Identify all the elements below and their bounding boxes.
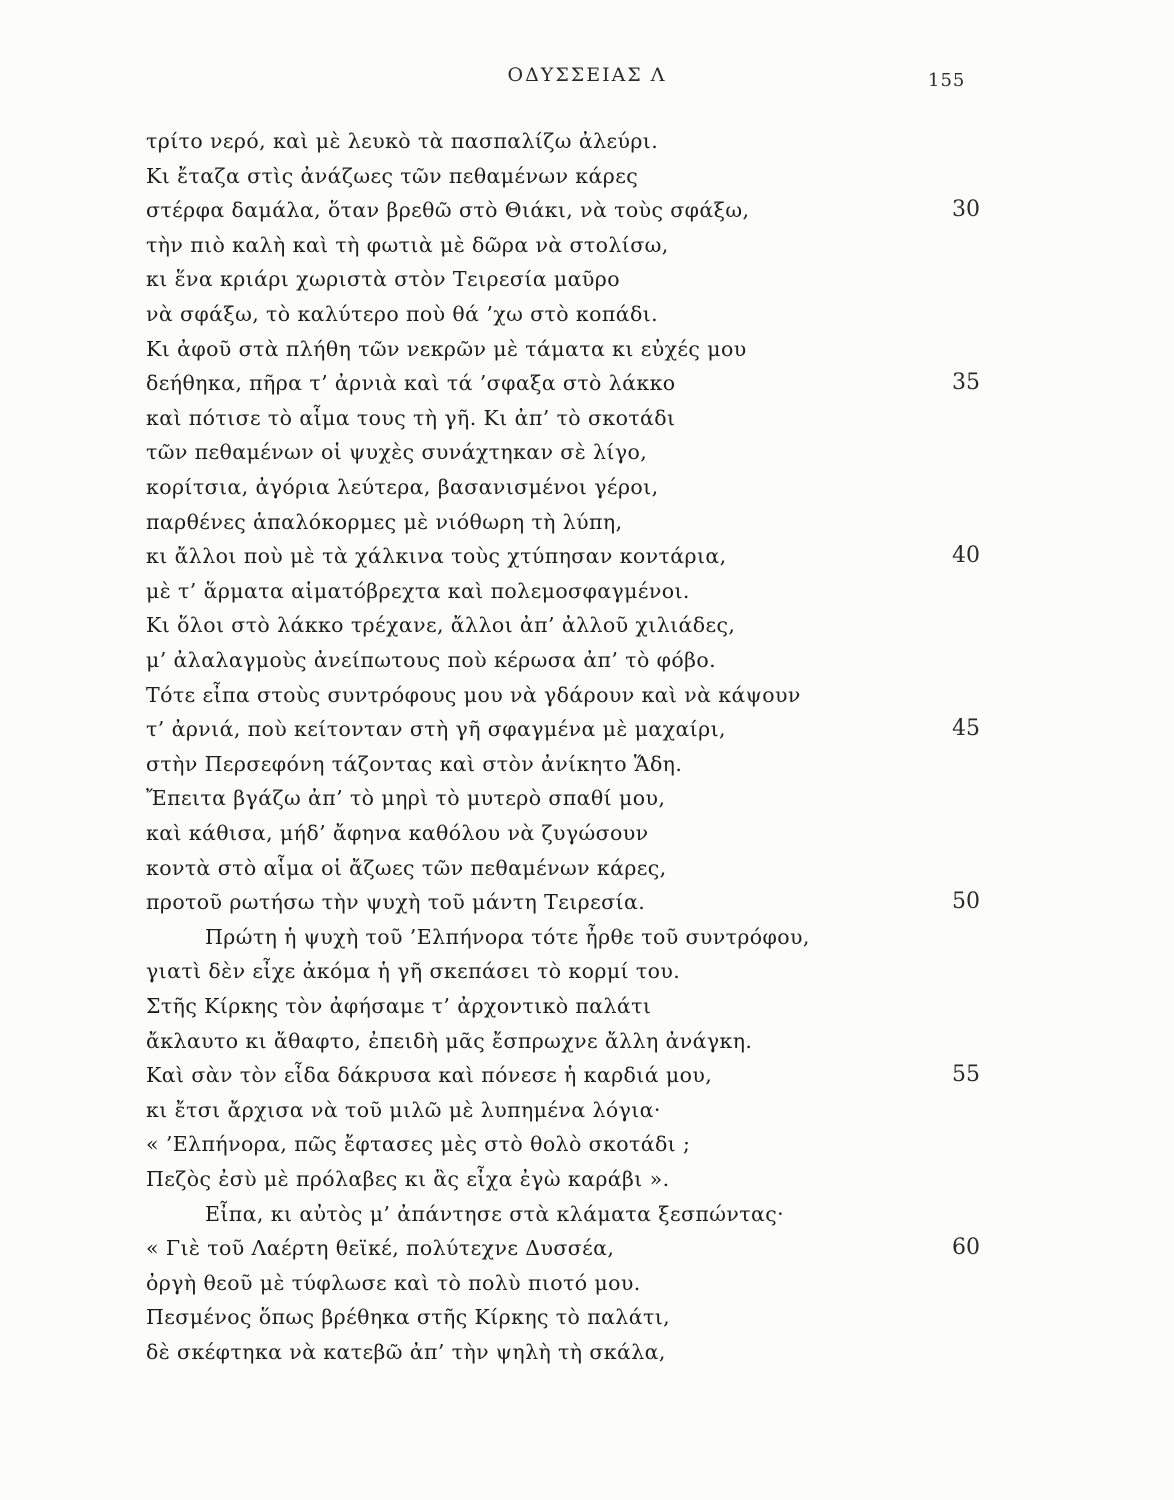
verse-text: κι ἕνα κριάρι χωριστὰ στὸν Τειρεσία μαῦρο xyxy=(146,267,620,292)
verse-line xyxy=(0,1162,1174,1196)
verse-line xyxy=(0,124,1174,158)
verse-text: καὶ πότισε τὸ αἷμα τους τὴ γῆ. Κι ἀπ’ τὸ σκοτάδι xyxy=(146,405,676,430)
verse-line xyxy=(0,193,1174,227)
verse-text: ὀργὴ θεοῦ μὲ τύφλωσε καὶ τὸ πολὺ πιοτό μου. xyxy=(146,1270,641,1295)
line-number: 60 xyxy=(952,1235,980,1261)
verse-line xyxy=(0,1335,1174,1369)
verse-line xyxy=(0,1231,1174,1265)
verse-line xyxy=(0,608,1174,642)
verse-text: μ’ ἀλαλαγμοὺς ἀνείπωτους ποὺ κέρωσα ἀπ’ τὸ φόβο. xyxy=(146,648,717,672)
verse-line xyxy=(0,851,1174,885)
verse-line xyxy=(0,159,1174,193)
verse-line xyxy=(0,747,1174,781)
verse-text: Κι ὅλοι στὸ λάκκο τρέχανε, ἄλλοι ἀπ’ ἀλλοῦ χιλιάδες, xyxy=(146,613,736,638)
verse-line xyxy=(0,505,1174,539)
verse-line xyxy=(0,1093,1174,1127)
line-number: 35 xyxy=(952,370,980,396)
verse-line xyxy=(0,920,1174,954)
verse-text: προτοῦ ρωτήσω τὴν ψυχὴ τοῦ μάντη Τειρεσία. xyxy=(146,890,646,915)
verse-line xyxy=(0,1024,1174,1058)
verse-text: κι ἔτσι ἄρχισα νὰ τοῦ μιλῶ μὲ λυπημένα λόγια· xyxy=(146,1097,661,1122)
verse-text: « Γιὲ τοῦ Λαέρτη θεϊκέ, πολύτεχνε Δυσσέα, xyxy=(146,1236,615,1261)
verse-text: κι ἄλλοι ποὺ μὲ τὰ χάλκινα τοὺς χτύπησαν κοντάρια, xyxy=(146,544,727,569)
verse-text: Στῆς Κίρκης τὸν ἀφήσαμε τ’ ἀρχοντικὸ παλάτι xyxy=(146,994,652,1018)
verse-text: στὴν Περσεφόνη τάζοντας καὶ στὸν ἀνίκητο Ἅδη. xyxy=(146,751,683,776)
line-number: 50 xyxy=(952,889,980,915)
verse-line xyxy=(0,816,1174,850)
line-number: 30 xyxy=(952,197,980,223)
verse-line xyxy=(0,366,1174,400)
verse-text: νὰ σφάξω, τὸ καλύτερο ποὺ θά ’χω στὸ κοπάδι. xyxy=(146,302,659,326)
verse-line xyxy=(0,401,1174,435)
verse-text: κοντὰ στὸ αἷμα οἱ ἄζωες τῶν πεθαμένων κάρες, xyxy=(146,855,667,880)
verse-line xyxy=(0,1266,1174,1300)
verse-text: Πρώτη ἡ ψυχὴ τοῦ ’Ελπήνορα τότε ἦρθε τοῦ συντρόφου, xyxy=(205,924,810,949)
verse-text: καὶ κάθισα, μήδ’ ἄφηνα καθόλου νὰ ζυγώσουν xyxy=(146,821,649,845)
verse-line xyxy=(0,262,1174,296)
verse-text: στέρφα δαμάλα, ὅταν βρεθῶ στὸ Θιάκι, νὰ τοὺς σφάξω, xyxy=(146,198,750,223)
line-number: 55 xyxy=(952,1062,980,1088)
verse-text: Καὶ σὰν τὸν εἶδα δάκρυσα καὶ πόνεσε ἡ καρδιά μου, xyxy=(146,1063,713,1088)
verse-line xyxy=(0,954,1174,988)
page-number: 155 xyxy=(928,70,966,91)
verse-line xyxy=(0,885,1174,919)
line-number: 40 xyxy=(952,543,980,569)
verse-text: γιατὶ δὲν εἶχε ἀκόμα ἡ γῆ σκεπάσει τὸ κορμί του. xyxy=(146,959,681,984)
verse-text: Κι ἔταζα στὶς ἀνάζωες τῶν πεθαμένων κάρες xyxy=(146,163,639,188)
verse-text: ἄκλαυτο κι ἄθαφτο, ἐπειδὴ μᾶς ἔσπρωχνε ἄλλη ἀνάγκη. xyxy=(146,1028,753,1053)
verse-line xyxy=(0,574,1174,608)
verse-line xyxy=(0,539,1174,573)
verse-line xyxy=(0,712,1174,746)
verse-text: τρίτο νερό, καὶ μὲ λευκὸ τὰ πασπαλίζω ἀλεύρι. xyxy=(146,129,659,153)
line-number: 45 xyxy=(952,716,980,742)
verse-line xyxy=(0,297,1174,331)
verse-text: κορίτσια, ἀγόρια λεύτερα, βασανισμένοι γέροι, xyxy=(146,475,659,499)
verse-line xyxy=(0,1127,1174,1161)
verse-line xyxy=(0,228,1174,262)
verse-text: « ’Ελπήνορα, πῶς ἔφτασες μὲς στὸ θολὸ σκοτάδι ; xyxy=(146,1132,691,1157)
verse-line xyxy=(0,1300,1174,1334)
verse-text: δὲ σκέφτηκα νὰ κατεβῶ ἀπ’ τὴν ψηλὴ τὴ σκάλα, xyxy=(146,1340,666,1364)
verse-text: τὴν πιὸ καλὴ καὶ τὴ φωτιὰ μὲ δῶρα νὰ στολίσω, xyxy=(146,232,669,257)
verse-text: Ἔπειτα βγάζω ἀπ’ τὸ μηρὶ τὸ μυτερὸ σπαθί μου, xyxy=(146,786,666,811)
verse-line xyxy=(0,470,1174,504)
verse-text: παρθένες ἁπαλόκορμες μὲ νιόθωρη τὴ λύπη, xyxy=(146,509,623,534)
verse-line xyxy=(0,332,1174,366)
verse-text: Εἶπα, κι αὐτὸς μ’ ἀπάντησε στὰ κλάματα ξεσπώντας· xyxy=(205,1201,784,1226)
verse-text: τ’ ἀρνιά, ποὺ κείτονταν στὴ γῆ σφαγμένα μὲ μαχαίρι, xyxy=(146,717,726,742)
verse-line xyxy=(0,1197,1174,1231)
verse-line xyxy=(0,781,1174,815)
verse-text: τῶν πεθαμένων οἱ ψυχὲς συνάχτηκαν σὲ λίγο, xyxy=(146,440,648,465)
verse-line xyxy=(0,989,1174,1023)
verse-text: Τότε εἶπα στοὺς συντρόφους μου νὰ γδάρουν καὶ νὰ κάψουν xyxy=(146,682,801,707)
running-title: ΟΔΥΣΣΕΙΑΣ Λ xyxy=(507,64,667,86)
verse-text: Πεσμένος ὅπως βρέθηκα στῆς Κίρκης τὸ παλάτι, xyxy=(146,1305,671,1330)
verse-line xyxy=(0,1058,1174,1092)
verse-line xyxy=(0,643,1174,677)
verse-text: Κι ἀφοῦ στὰ πλήθη τῶν νεκρῶν μὲ τάματα κι εὐχές μου xyxy=(146,336,747,361)
verse-line xyxy=(0,678,1174,712)
verse-line xyxy=(0,435,1174,469)
verse-text: δεήθηκα, πῆρα τ’ ἀρνιὰ καὶ τά ’σφαξα στὸ λάκκο xyxy=(146,371,676,396)
verse-text: μὲ τ’ ἅρματα αἱματόβρεχτα καὶ πολεμοσφαγμένοι. xyxy=(146,578,690,603)
verse-text: Πεζὸς ἐσὺ μὲ πρόλαβες κι ἂς εἶχα ἐγὼ καράβι ». xyxy=(146,1167,670,1191)
